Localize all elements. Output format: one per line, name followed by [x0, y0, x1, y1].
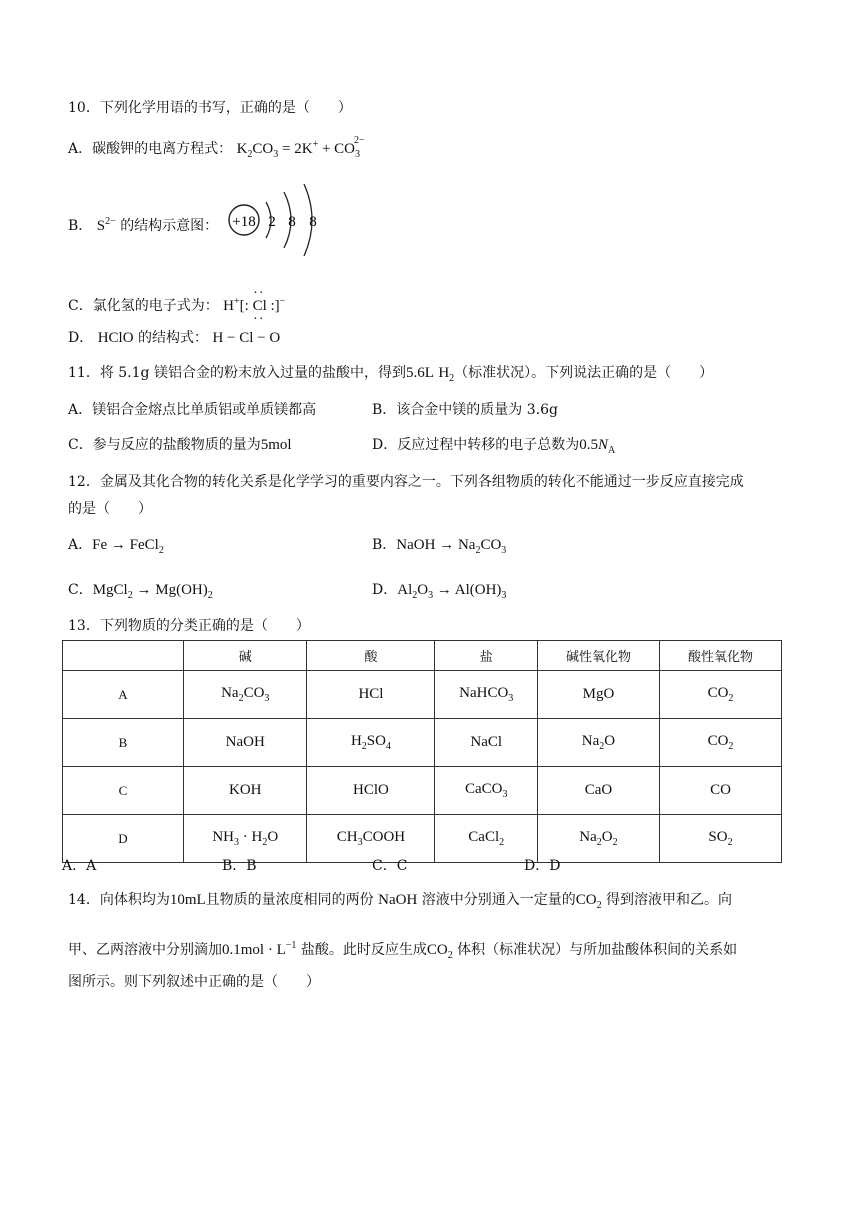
q12-a-reaction: Fe → FeCl$_2$	[92, 537, 164, 556]
q10-option-a	[68, 135, 371, 165]
q10-option-d	[68, 328, 280, 348]
q11-c-value: 5mol	[260, 437, 292, 453]
table-cell: KOH	[184, 767, 307, 815]
table-cell: NaOH	[184, 719, 307, 767]
q11-stem-part1: 11．将 5.1g 镁铝合金的粉末放入过量的盐酸中，得到	[68, 365, 406, 381]
table-cell: $Na_2O_2$	[537, 815, 659, 863]
q11-stem	[68, 363, 713, 389]
q10-stem: 10．下列化学用语的书写，正确的是（ ）	[68, 100, 352, 116]
shell-1-count: 2	[268, 214, 276, 230]
q12-d-label: D．	[372, 582, 398, 598]
table-cell: MgO	[537, 671, 659, 719]
q12-option-d	[372, 580, 506, 606]
nucleus-charge: +18	[232, 214, 256, 230]
q11-h2: $H_2$	[438, 365, 455, 384]
q11-option-a: A．镁铝合金熔点比单质铝或单质镁都高	[68, 402, 317, 418]
q12-b-label: B．	[372, 537, 397, 553]
table-cell: HClO	[307, 767, 435, 815]
q13-answer-b: B．B	[222, 858, 257, 874]
q14-concentration: $0.1mol \cdot L^{-1}$	[222, 940, 297, 958]
q10-d-mid: 的结构式：	[137, 330, 208, 346]
row-label: B	[63, 719, 184, 767]
classification-table	[62, 640, 782, 863]
q13-answer-d: D．D	[524, 858, 561, 874]
q14-co2-2: $CO_2$	[426, 942, 453, 961]
table-cell: CaCO$_3$	[435, 767, 538, 815]
q14-volume: 10mL	[169, 892, 206, 908]
q11-d-value: $0.5N_A$	[579, 437, 616, 456]
q14-l2-a: 甲、乙两溶液中分别滴加	[68, 942, 222, 958]
table-header-cell: 盐	[435, 641, 538, 671]
q10-d-structure: H − Cl − O	[212, 330, 281, 346]
q12-a-label: A．	[68, 537, 93, 553]
q12-option-b	[372, 535, 506, 561]
q14-l1-c: 溶液中分别通入一定量的	[421, 892, 576, 908]
q11-option-c	[68, 435, 292, 455]
table-cell: $CO_2$	[659, 719, 781, 767]
q14-l2-b: 盐酸。此时反应生成	[300, 942, 427, 958]
q10-a-equation: $K_2CO_3 = 2K^+ + CO_3^{2-}$	[236, 135, 365, 160]
q13-stem: 13．下列物质的分类正确的是（ ）	[68, 618, 310, 634]
q13-answer-c: C．C	[372, 858, 408, 874]
q14-naoh: NaOH	[378, 892, 418, 908]
shell-2-count: 8	[288, 214, 296, 230]
q10-d-molecule: HClO	[97, 330, 134, 346]
q13-answer-a: A．A	[62, 858, 97, 874]
table-cell: CO	[659, 767, 781, 815]
q14-line2	[68, 936, 737, 966]
q14-l1-d: 得到溶液甲和乙。向	[606, 892, 733, 908]
q10-b-label: B．	[68, 218, 93, 234]
q10-b-ion: $S^{2-}$	[96, 216, 116, 234]
q10-option-c	[68, 286, 286, 327]
q14-l2-c: 体积（标准状况）与所加盐酸体积间的关系如	[457, 942, 738, 958]
q14-l1-a: 14．向体积均为	[68, 892, 170, 908]
table-header-cell	[63, 641, 184, 671]
table-header-cell: 碱性氧化物	[537, 641, 659, 671]
row-label: D	[63, 815, 184, 863]
q11-stem-part2: （标准状况）。下列说法正确的是（ ）	[454, 365, 714, 381]
table-cell: $NH_3 \cdot H_2O$	[184, 815, 307, 863]
table-cell: $Na_2CO_3$	[184, 671, 307, 719]
q10-b-suffix: 的结构示意图：	[120, 218, 219, 234]
q12-b-reaction: NaOH → $Na_2CO_3$	[396, 537, 507, 556]
q10-c-electron-formula: H+[: Cl :]− ·· ··	[223, 286, 286, 327]
table-cell: $Na_2O$	[537, 719, 659, 767]
q14-co2: $CO_2$	[575, 892, 602, 911]
table-cell: NaCl	[435, 719, 538, 767]
shell-3-count: 8	[309, 214, 317, 230]
table-header-cell: 酸	[307, 641, 435, 671]
row-label: A	[63, 671, 184, 719]
q11-c-text: C．参与反应的盐酸物质的量为	[68, 437, 261, 453]
q10-c-label: C．氯化氢的电子式为：	[68, 298, 219, 314]
q10-a-label: A．碳酸钾的电离方程式：	[68, 141, 233, 157]
q14-line1	[68, 890, 732, 916]
q11-volume: 5.6L	[405, 365, 434, 381]
table-header-row	[63, 641, 782, 671]
table-row	[63, 767, 782, 815]
table-cell: $H_2SO_4$	[307, 719, 435, 767]
table-cell: $CO_2$	[659, 671, 781, 719]
q12-c-label: C．	[68, 582, 93, 598]
table-cell: $CH_3COOH$	[307, 815, 435, 863]
table-row	[63, 815, 782, 863]
table-header-cell: 酸性氧化物	[659, 641, 781, 671]
q11-d-text: D．反应过程中转移的电子总数为	[372, 437, 580, 453]
q14-line3: 图所示。则下列叙述中正确的是（ ）	[68, 974, 320, 990]
table-cell: CaCl$_2$	[435, 815, 538, 863]
q12-stem-line1: 12．金属及其化合物的转化关系是化学学习的重要内容之一。下列各组物质的转化不能通过一步反应直接完成	[68, 474, 744, 490]
row-label: C	[63, 767, 184, 815]
q11-option-d	[372, 435, 615, 461]
q14-l1-b: 且物质的量浓度相同的两份	[205, 892, 374, 908]
table-cell: NaHCO$_3$	[435, 671, 538, 719]
table-cell: $SO_2$	[659, 815, 781, 863]
q12-option-c	[68, 580, 213, 606]
q12-option-a	[68, 535, 164, 561]
table-cell: CaO	[537, 767, 659, 815]
table-row	[63, 719, 782, 767]
q11-option-b: B．该合金中镁的质量为 3.6g	[372, 402, 558, 418]
sulfide-atom-structure-diagram	[224, 180, 334, 260]
q12-stem-line2: 的是（ ）	[68, 501, 152, 517]
q12-d-reaction: $Al_2O_3 \to Al(OH)_3$	[397, 582, 507, 601]
q10-option-b	[68, 212, 218, 236]
table-header-cell: 碱	[184, 641, 307, 671]
table-cell: HCl	[307, 671, 435, 719]
q10-d-label: D．	[68, 330, 94, 346]
table-row	[63, 671, 782, 719]
q12-c-reaction: MgCl$_2$ → $Mg(OH)_2$	[92, 582, 213, 601]
